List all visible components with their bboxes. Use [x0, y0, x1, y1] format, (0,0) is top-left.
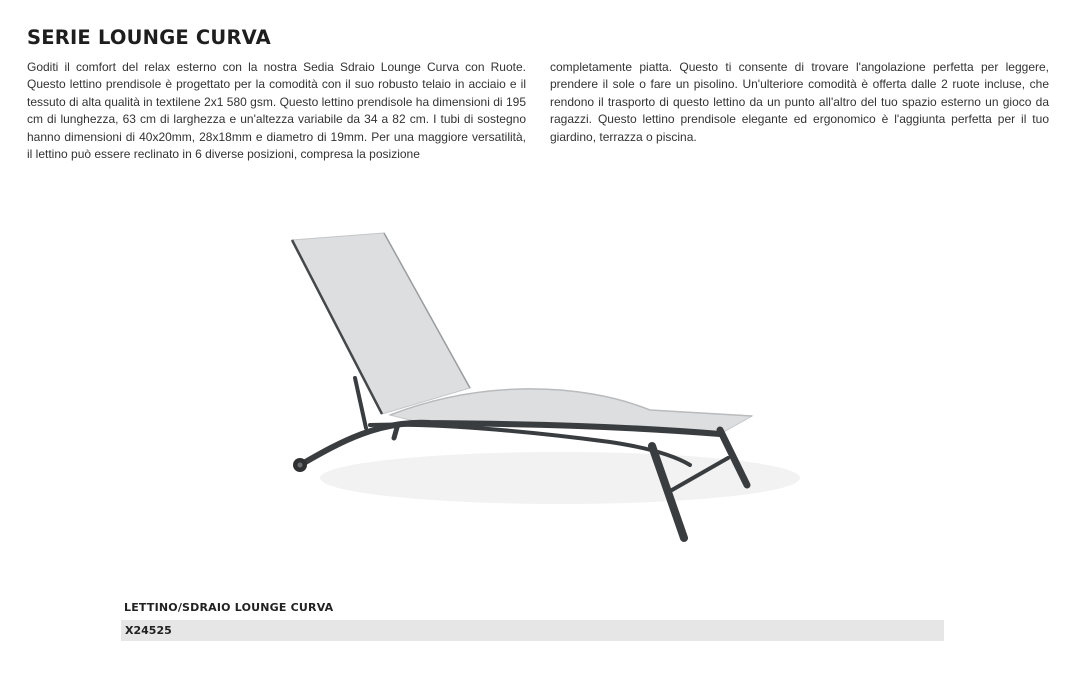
backrest-fabric	[292, 233, 470, 414]
description-column-right: completamente piatta. Questo ti consente di trovare l'angolazione perfetta per leggere, prendere il sole o fare un pisolino. Un'ulteriore comodità è offerta dalle 2 ruote incluse, che rendono il trasporto di questo lettino da un punto all'altro del tuo spazio esterno un gioco da ragazzi. Questo lettino prendisole elegante ed ergonomico è l'aggiunta perfetta per il tuo giardino, terrazza o piscina.	[550, 60, 1049, 144]
product-code-row	[121, 620, 944, 641]
description-column-left: Goditi il comfort del relax esterno con la nostra Sedia Sdraio Lounge Curva con Ruote. Questo lettino prendisole è progettato per la comodità con il suo robusto telaio in acciaio e il tessuto di alta qualità in textilene 2x1 580 gsm. Questo lettino prendisole ha dimensioni di 195 cm di lunghezza, 63 cm di larghezza e un'altezza variabile da 34 a 82 cm. I tubi di sostegno hanno dimensioni di 40x20mm, 28x18mm e diametro di 19mm. Per una maggiore versatilità, il lettino può essere reclinato in 6 diverse posizioni, compresa la posizione	[27, 60, 526, 162]
product-code: X24525	[125, 624, 172, 637]
back-support-leg	[355, 378, 366, 428]
wheel-hub	[298, 463, 303, 468]
page-title: SERIE LOUNGE CURVA	[27, 26, 271, 49]
lounge-chair-image	[280, 220, 810, 560]
product-name: LETTINO/SDRAIO LOUNGE CURVA	[124, 601, 334, 614]
